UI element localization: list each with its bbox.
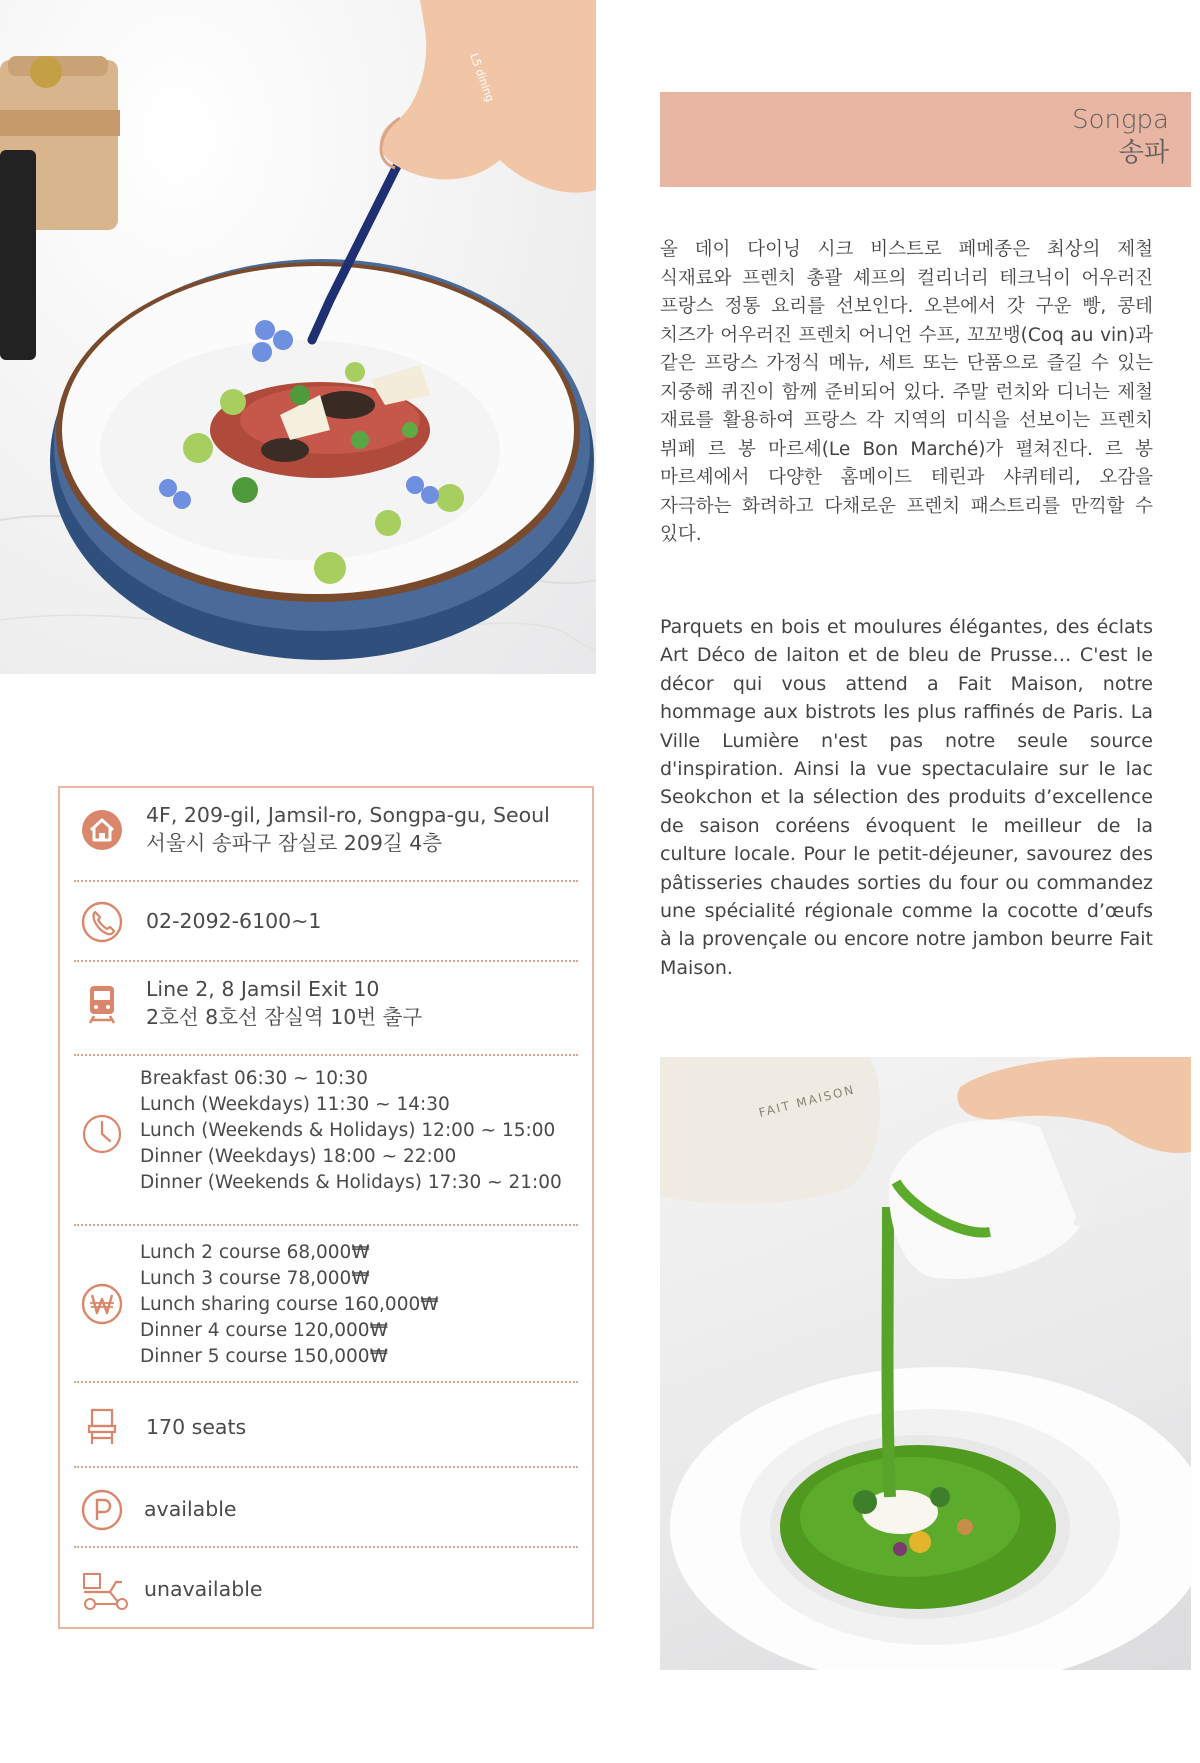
tweezers-brand-text: L5 dining bbox=[467, 51, 497, 104]
address-row bbox=[74, 798, 578, 862]
price-line: Dinner 5 course 150,000₩ bbox=[140, 1346, 388, 1367]
subway-en: Line 2, 8 Jamsil Exit 10 bbox=[146, 977, 380, 1001]
hours-line: Dinner (Weekends & Holidays) 17:30 ~ 21:00 bbox=[140, 1172, 562, 1193]
delivery-scooter-icon bbox=[80, 1568, 132, 1612]
seats-value: 170 seats bbox=[146, 1415, 247, 1439]
description-french: Parquets en bois et moulures élégantes, des éclats Art Déco de laiton et de bleu de Prusse… C'est le décor qui vous attend a Fait Maison, notre hommage aux bistrots les plus raffinés de Paris. La Ville Lumière n'est pas notre seule source d'inspiration. Ainsi la vue spectaculaire sur le lac Seokchon et la sélection des produits d’excellence de saison coréens évoquent le meilleur de la culture locale. Pour le petit-déjeuner, savourez des pâtisseries chaudes sorties du four ou commandez une spécialité régionale comme la cocotte d’œufs à la provençale ou encore notre jambon beurre Fait Maison. bbox=[660, 616, 1153, 979]
delivery-row bbox=[74, 1558, 578, 1624]
price-line: Lunch 3 course 78,000₩ bbox=[140, 1268, 370, 1289]
home-icon bbox=[80, 808, 124, 852]
subway-row bbox=[74, 972, 578, 1036]
price-line: Lunch sharing course 160,000₩ bbox=[140, 1294, 439, 1315]
title-banner bbox=[660, 92, 1191, 187]
phone-row bbox=[74, 892, 578, 952]
address-ko: 서울시 송파구 잠실로 209길 4층 bbox=[146, 831, 443, 855]
divider bbox=[74, 1466, 578, 1468]
divider bbox=[74, 1546, 578, 1548]
price-line: Lunch 2 course 68,000₩ bbox=[140, 1242, 370, 1263]
soup-photo bbox=[660, 1057, 1191, 1670]
divider bbox=[74, 880, 578, 882]
seats-row bbox=[74, 1392, 578, 1462]
bag-brand-text: FAIT MAISON bbox=[757, 1082, 857, 1120]
divider bbox=[74, 960, 578, 962]
hours-line: Breakfast 06:30 ~ 10:30 bbox=[140, 1068, 368, 1089]
description-korean: 올 데이 다이닝 시크 비스트로 페메종은 최상의 제철 식재료와 프렌치 총괄 셰프의 컬리너리 테크닉이 어우러진 프랑스 정통 요리를 선보인다. 오븐에서 갓 구운 빵, 콩테 치즈가 어우러진 프렌치 어니언 수프, 꼬꼬뱅(Coq au vin)과 같은 프랑스 가정식 메뉴, 세트 또는 단품으로 즐길 수 있는 지중해 퀴진이 함께 준비되어 있다. 주말 런치와 디너는 제철 재료를 활용하여 프랑스 각 지역의 미식을 선보이는 프렌치 뷔페 르 봉 마르셰(Le Bon Marché)가 펼쳐진다. 르 봉 마르셰에서 다양한 홈메이드 테린과 샤퀴테리, 오감을 자극하는 화려하고 다채로운 프렌치 패스트리를 만끽할 수 있다. bbox=[660, 239, 1153, 545]
clock-icon bbox=[80, 1112, 124, 1156]
subway-ko: 2호선 8호선 잠실역 10번 출구 bbox=[146, 1005, 423, 1029]
price-line: Dinner 4 course 120,000₩ bbox=[140, 1320, 388, 1341]
tartare-photo bbox=[0, 0, 596, 674]
train-icon bbox=[80, 982, 124, 1026]
title-ko: 송파 bbox=[1118, 138, 1169, 168]
prices-row bbox=[74, 1236, 578, 1376]
hours-row bbox=[74, 1064, 578, 1204]
divider bbox=[74, 1054, 578, 1056]
parking-value: available bbox=[144, 1497, 237, 1521]
won-icon bbox=[80, 1282, 124, 1326]
divider bbox=[74, 1224, 578, 1226]
hours-line: Dinner (Weekdays) 18:00 ~ 22:00 bbox=[140, 1146, 457, 1167]
divider bbox=[74, 1381, 578, 1383]
phone-icon bbox=[80, 900, 124, 944]
title-en: Songpa bbox=[1072, 105, 1169, 135]
phone-number: 02-2092-6100~1 bbox=[146, 909, 322, 933]
info-box bbox=[58, 786, 594, 1629]
chair-icon bbox=[80, 1404, 124, 1448]
parking-row bbox=[74, 1478, 578, 1544]
address-en: 4F, 209-gil, Jamsil-ro, Songpa-gu, Seoul bbox=[146, 803, 550, 827]
hours-line: Lunch (Weekends & Holidays) 12:00 ~ 15:00 bbox=[140, 1120, 556, 1141]
parking-icon bbox=[80, 1488, 124, 1532]
delivery-value: unavailable bbox=[144, 1577, 263, 1601]
hours-line: Lunch (Weekdays) 11:30 ~ 14:30 bbox=[140, 1094, 450, 1115]
